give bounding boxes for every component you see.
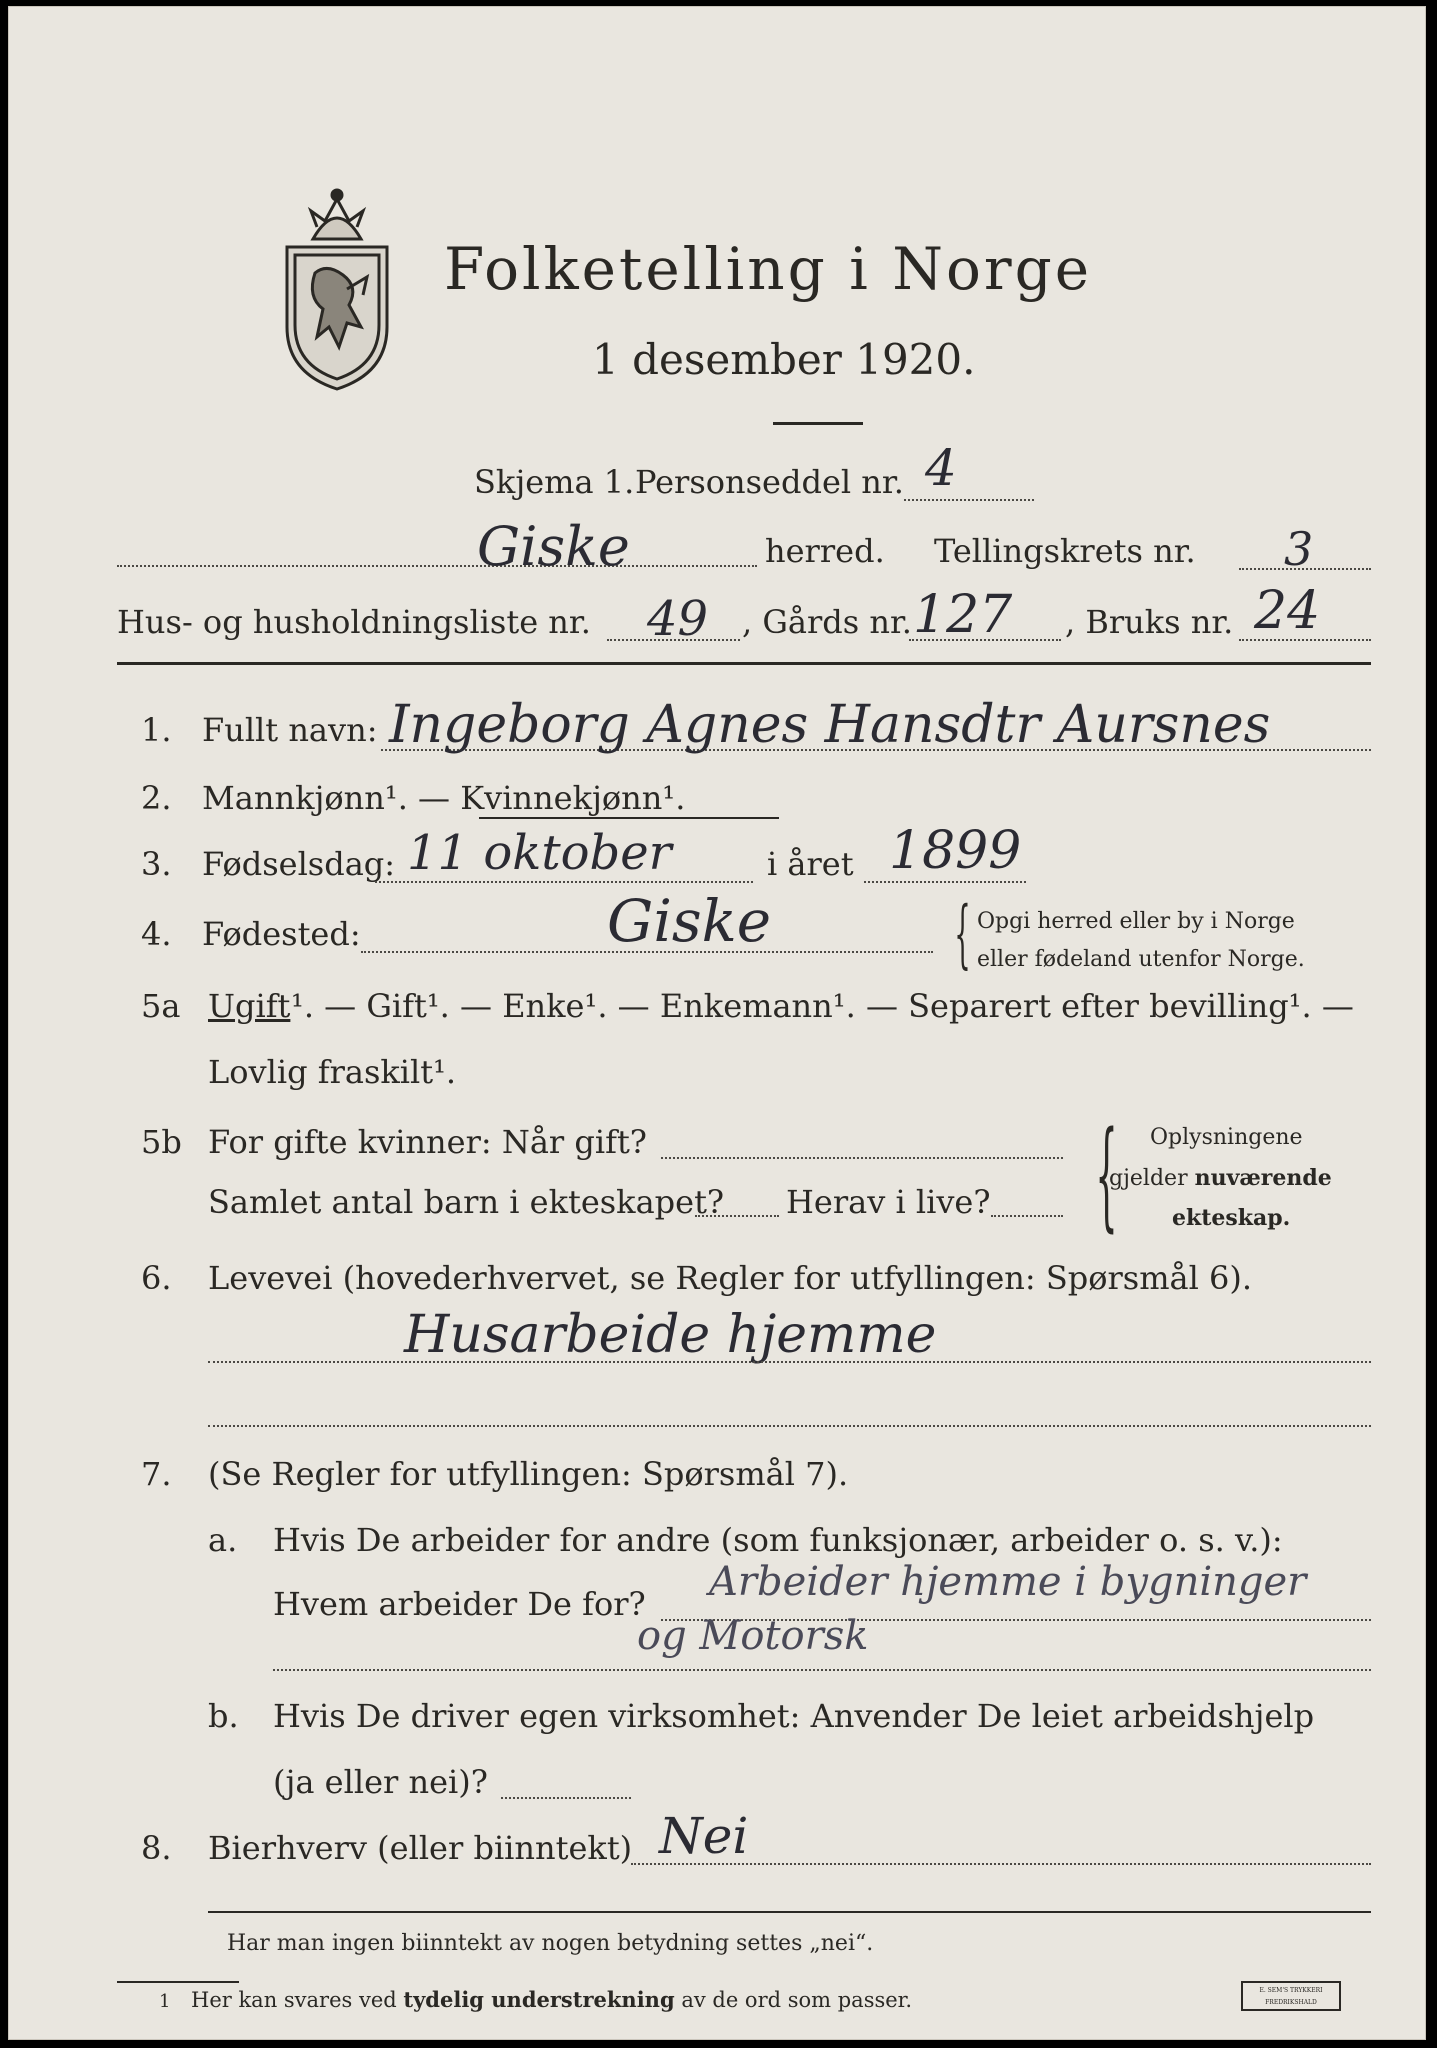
q3-number: 3. [141,845,172,883]
q1-label: Fullt navn: [202,711,378,749]
q7b-answer-line [501,1797,631,1799]
herred-label: herred. [765,532,885,570]
birth-year-value: 1899 [889,821,1022,881]
bruks-value: 24 [1254,581,1321,641]
year-label: i året [767,845,854,883]
printer-stamp: E. SEM'S TRYKKERI FREDRIKSHALD [1241,1981,1341,2011]
q7b-line1: Hvis De driver egen virksomhet: Anvender De leiet arbeidshjelp [273,1697,1315,1735]
q2-number: 2. [141,779,172,817]
q1-number: 1. [141,711,172,749]
q8-number: 8. [141,1829,172,1867]
form-date: 1 desember 1920. [592,335,976,384]
hus-label: Hus- og husholdningsliste nr. [117,603,591,641]
footnote-number: 1 [159,1991,171,2012]
skjema-label: Skjema 1. [474,463,635,501]
personseddel-value: 4 [925,439,957,497]
q6-label: Levevei (hovederhvervet, se Regler for utfyllingen: Spørsmål 6). [208,1259,1253,1297]
married-when-label: For gifte kvinner: Når gift? [208,1123,647,1161]
children-label: Samlet antal barn i ekteskapet? [208,1183,725,1221]
q5b-note-line3: ekteskap. [1172,1205,1291,1231]
q3-year-line [864,881,1026,883]
employer-line2 [273,1669,1371,1671]
coat-of-arms-icon [277,177,397,395]
title-divider [773,422,863,425]
herred-line [117,565,757,567]
notes-rule [208,1911,1371,1913]
q4-brace: { [954,891,971,977]
form-title: Folketelling i Norge [444,235,1093,303]
alive-line [991,1215,1063,1217]
q7b-letter: b. [208,1697,239,1735]
q7a-line1: Hvis De arbeider for andre (som funksjonær, arbeider o. s. v.): [273,1521,1283,1559]
q7a-letter: a. [208,1521,238,1559]
q5b-note-line1: Oplysningene [1150,1125,1303,1150]
q8-label: Bierhverv (eller biinntekt) [208,1829,633,1867]
gards-value: 127 [913,585,1013,645]
hus-value: 49 [647,591,709,647]
q5b-number: 5b [141,1123,182,1161]
side-income-value: Nei [659,1807,749,1865]
full-name-value: Ingeborg Agnes Hansdtr Aursnes [389,695,1271,755]
civil-status-ugift: Ugift [208,987,291,1025]
footnote-text: Her kan svares ved tydelig understrekning av de ord som passer. [191,1987,913,2012]
alive-label: Herav i live? [786,1183,991,1221]
q7-label: (Se Regler for utfyllingen: Spørsmål 7). [208,1455,849,1493]
q5b-brace: { [1095,1105,1118,1243]
personseddel-line [904,499,1034,501]
bruks-label: , Bruks nr. [1065,603,1234,641]
census-form [8,6,1426,2040]
q4-note-line1: Opgi herred eller by i Norge [977,909,1295,934]
q4-number: 4. [141,915,172,953]
married-when-line [661,1157,1063,1159]
q3-day-line [375,881,753,883]
q5b-note-line2: gjelder nuværende [1109,1165,1332,1191]
civil-status-divorced: Lovlig fraskilt¹. [208,1053,457,1091]
tellingskrets-label: Tellingskrets nr. [934,532,1196,570]
gender-options: Mannkjønn¹. — Kvinnekjønn¹. [202,779,686,817]
q7b-line2: (ja eller nei)? [273,1763,488,1801]
children-line [695,1215,779,1217]
q6-number: 6. [141,1259,172,1297]
gards-label: , Gårds nr. [742,603,912,641]
q6-line2 [208,1425,1371,1427]
q3-label: Fødselsdag: [202,845,396,883]
q7-number: 7. [141,1455,172,1493]
employer-value2: og Motorsk [637,1613,869,1659]
footnote-rule [117,1981,239,1983]
q6-line1 [208,1361,1371,1363]
employer-label: Hvem arbeider De for? [273,1585,646,1623]
birthday-value: 11 oktober [407,825,672,881]
q4-note-line2: eller fødeland utenfor Norge. [977,947,1305,972]
side-income-note: Har man ingen biinntekt av nogen betydning settes „nei“. [227,1931,874,1956]
herred-value: Giske [477,515,630,578]
q4-label: Fødested: [202,915,361,953]
employer-value1: Arbeider hjemme i bygninger [709,1559,1307,1605]
tellingskrets-value: 3 [1284,522,1314,576]
birthplace-value: Giske [607,887,772,955]
gender-underline [479,817,779,819]
civil-status-options: ¹. — Gift¹. — Enke¹. — Enkemann¹. — Separert efter bevilling¹. — [291,987,1354,1025]
personseddel-label: Personseddel nr. [635,463,904,501]
header-rule [117,662,1371,665]
occupation-value: Husarbeide hjemme [404,1305,937,1365]
q5a-number: 5a [141,987,181,1025]
